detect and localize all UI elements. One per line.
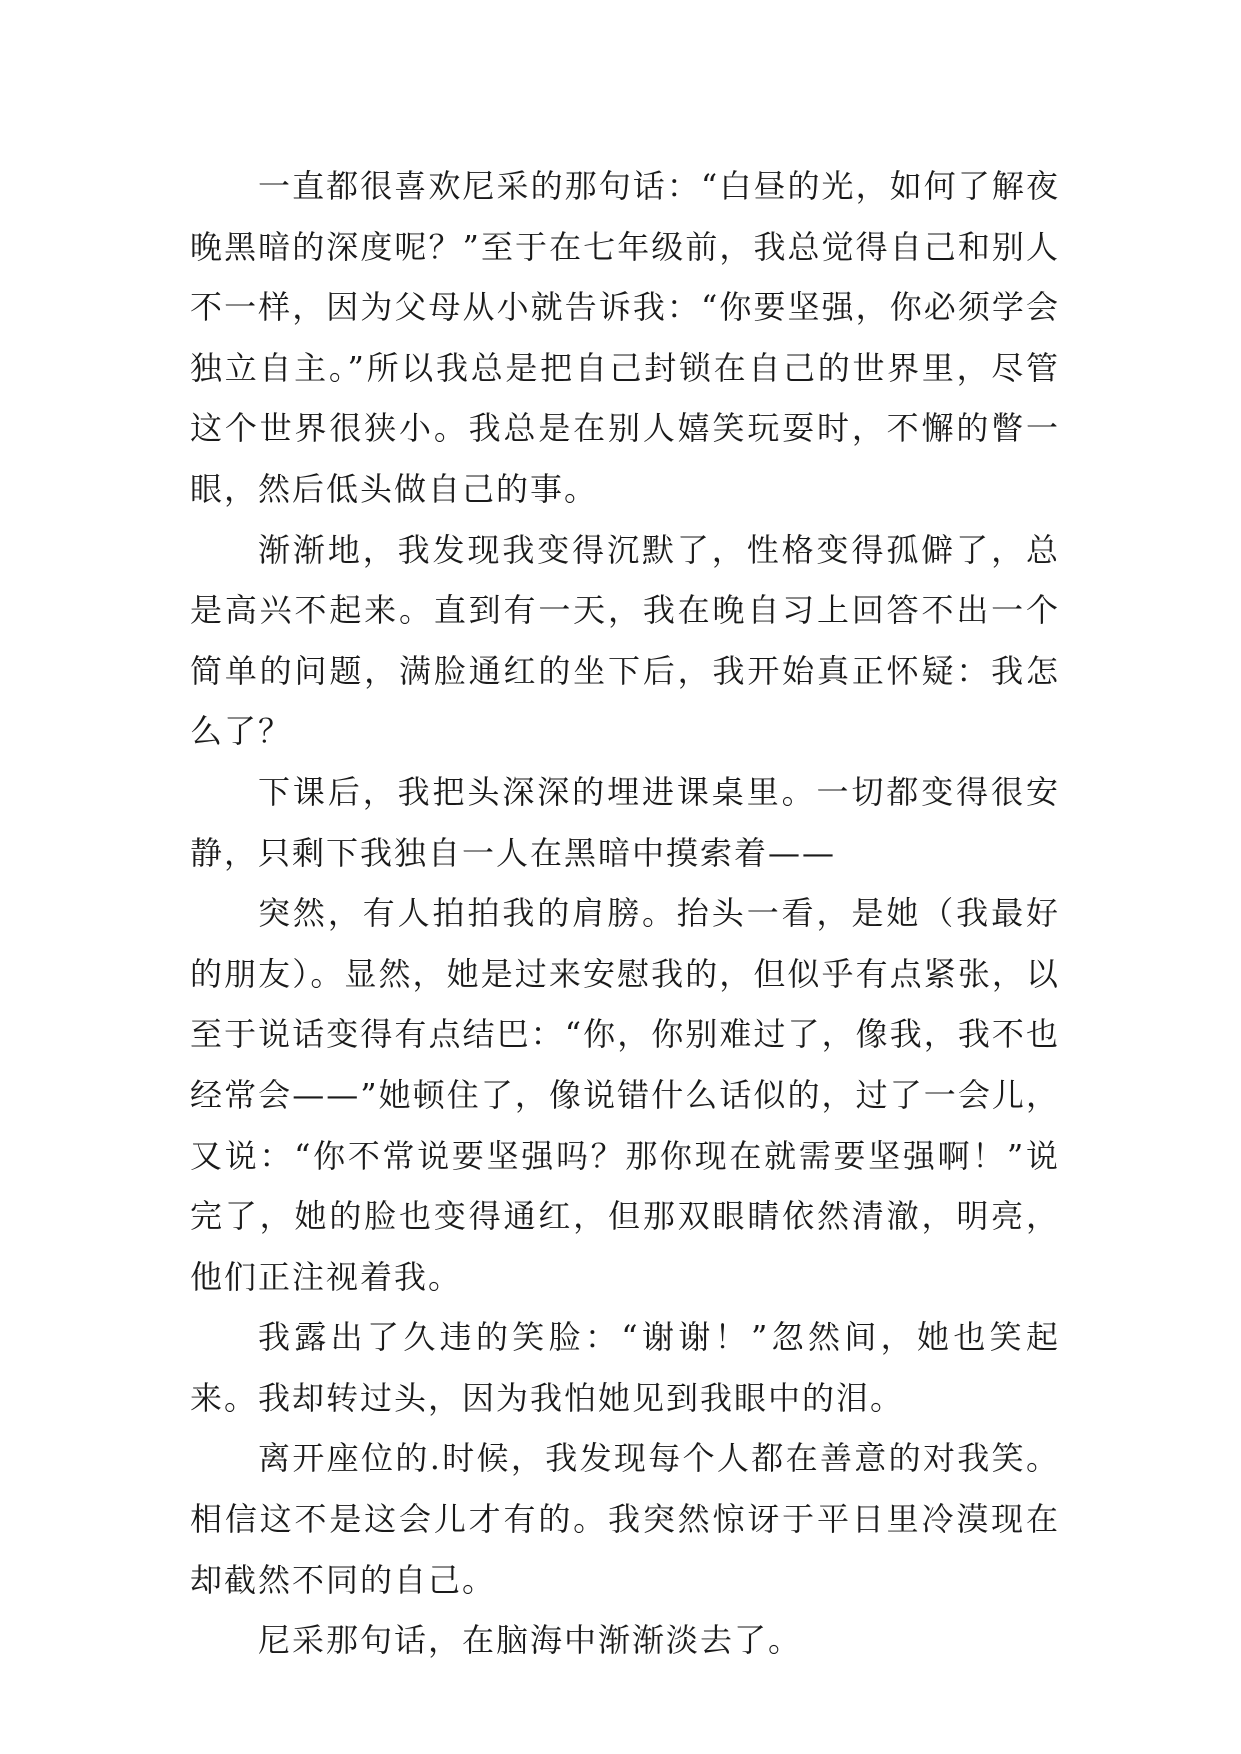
paragraph-1: 一直都很喜欢尼采的那句话：“白昼的光，如何了解夜晚黑暗的深度呢？”至于在七年级前，我总觉得自己和别人不一样，因为父母从小就告诉我：“你要坚强，你必须学会独立自主。”所以我总是把自己封锁在自己的世界里，尽管这个世界很狭小。我总是在别人嬉笑玩耍时，不懈的瞥一眼，然后低头做自己的事。 <box>190 167 1060 508</box>
document-body <box>190 156 1060 1671</box>
paragraph-4: 突然，有人拍拍我的肩膀。抬头一看，是她（我最好的朋友）。显然，她是过来安慰我的，但似乎有点紧张，以至于说话变得有点结巴：“你，你别难过了，像我，我不也经常会——”她顿住了，像说错什么话似的，过了一会儿，又说：“你不常说要坚强吗？那你现在就需要坚强啊！”说完了，她的脸也变得通红，但那双眼睛依然清澈，明亮，他们正注视着我。 <box>190 894 1060 1296</box>
paragraph-2: 渐渐地，我发现我变得沉默了，性格变得孤僻了，总是高兴不起来。直到有一天，我在晚自习上回答不出一个简单的问题，满脸通红的坐下后，我开始真正怀疑：我怎么了？ <box>190 530 1060 751</box>
paragraph-3: 下课后，我把头深深的埋进课桌里。一切都变得很安静，只剩下我独自一人在黑暗中摸索着—— <box>190 772 1060 872</box>
paragraph-5: 我露出了久违的笑脸：“谢谢！”忽然间，她也笑起来。我却转过头，因为我怕她见到我眼中的泪。 <box>190 1318 1060 1417</box>
paragraph-7: 尼采那句话，在脑海中渐渐淡去了。 <box>258 1621 803 1660</box>
paragraph-6: 离开座位的.时候，我发现每个人都在善意的对我笑。相信这不是这会儿才有的。我突然惊讶于平日里冷漠现在却截然不同的自己。 <box>190 1439 1060 1599</box>
